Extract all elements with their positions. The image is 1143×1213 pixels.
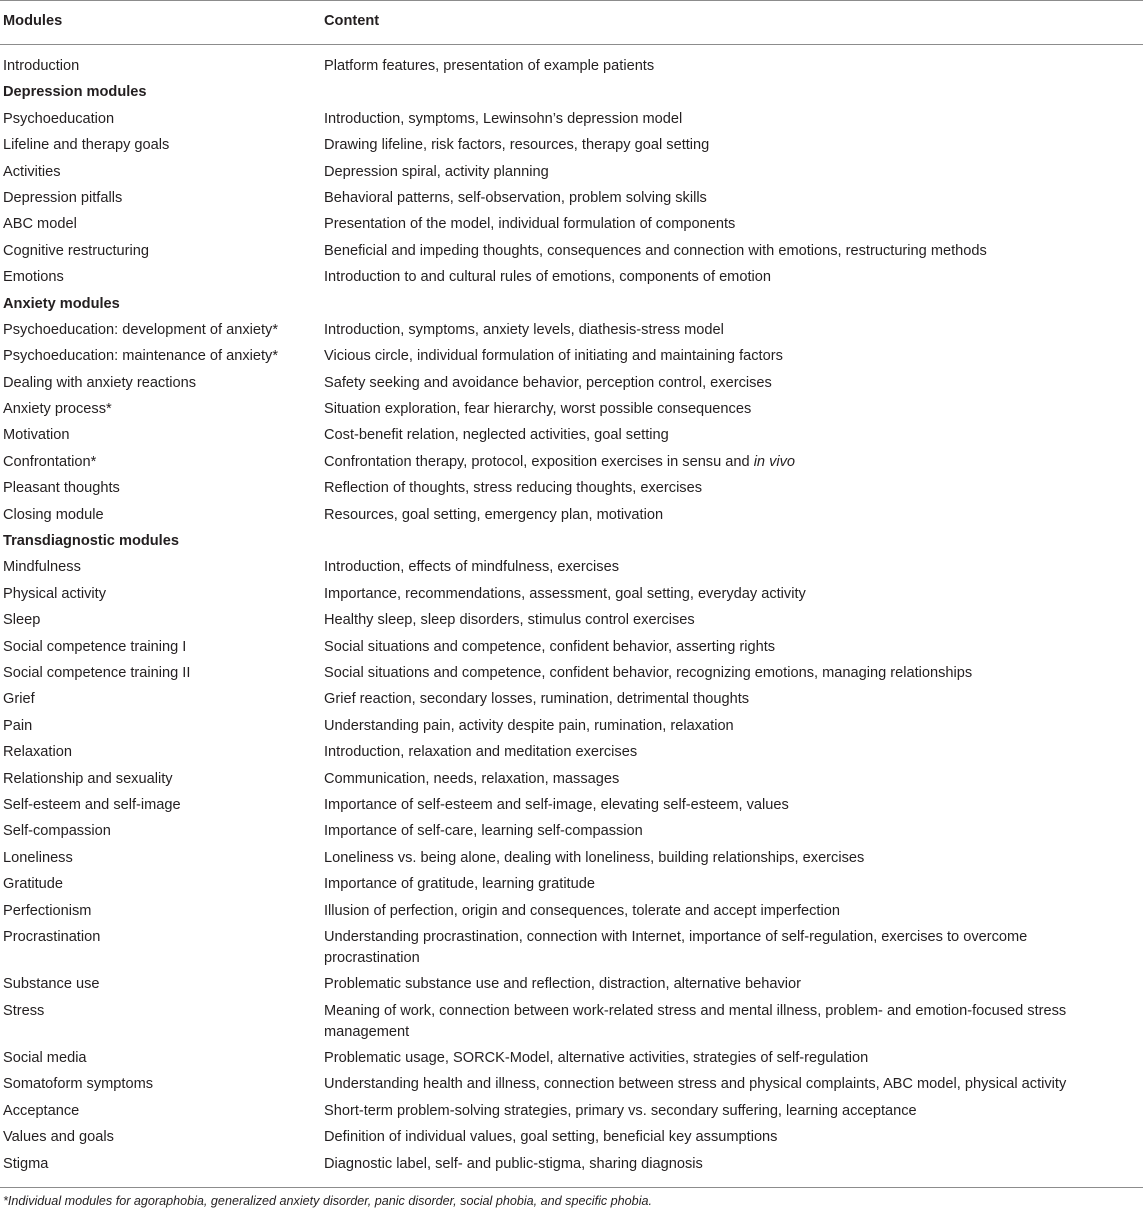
module-content: [324, 769, 1124, 790]
module-content: [324, 689, 1124, 710]
module-content-text: Importance of self-care, learning self-compassion: [324, 823, 643, 840]
module-name: Acceptance: [3, 1102, 80, 1119]
module-content-text: Importance of self-esteem and self-image, elevating self-esteem, values: [324, 796, 789, 813]
module-content-text: Introduction to and cultural rules of emotions, components of emotion: [324, 269, 771, 286]
section-title: Transdiagnostic modules: [3, 533, 179, 550]
module-content: [324, 109, 1124, 130]
module-name: Confrontation*: [3, 453, 97, 470]
module-content: [324, 821, 1124, 842]
module-content-text: Confrontation therapy, protocol, exposition exercises in sensu and: [324, 453, 754, 470]
module-content: [324, 716, 1124, 737]
module-name: Self-compassion: [3, 823, 111, 840]
table-footnote: *Individual modules for agoraphobia, generalized anxiety disorder, panic disorder, social phobia, and specific phobia.: [3, 1194, 652, 1208]
table-row: [0, 212, 1143, 238]
table-row: [0, 1152, 1143, 1178]
table-row: [0, 767, 1143, 793]
table-row: [0, 661, 1143, 687]
module-content-text: Introduction, relaxation and meditation exercises: [324, 744, 638, 761]
table-row: [0, 423, 1143, 449]
table-row: [0, 872, 1143, 898]
module-content-text: Diagnostic label, self- and public-stigma, sharing diagnosis: [324, 1155, 703, 1172]
module-content-text: Communication, needs, relaxation, massages: [324, 770, 620, 787]
module-content: [324, 241, 1124, 262]
table-row: [0, 133, 1143, 159]
module-name: Stigma: [3, 1155, 49, 1172]
section-header-row: [0, 292, 1143, 318]
table-row: [0, 265, 1143, 291]
module-content-text: Understanding health and illness, connection between stress and physical complaints, ABC model, physical activity: [324, 1076, 1067, 1093]
module-content: [324, 584, 1124, 605]
module-name: Activities: [3, 163, 61, 180]
table-row: [0, 793, 1143, 819]
module-content-text: Social situations and competence, confident behavior, asserting rights: [324, 638, 776, 655]
module-content: [324, 452, 1124, 473]
module-content: [324, 557, 1124, 578]
module-name: Motivation: [3, 427, 70, 444]
table-row: [0, 846, 1143, 872]
module-name: Physical activity: [3, 585, 106, 602]
module-name: Psychoeducation: maintenance of anxiety*: [3, 348, 279, 365]
module-name: Pain: [3, 717, 33, 734]
table-row: [0, 972, 1143, 998]
module-content: [324, 1001, 1124, 1043]
module-name: Lifeline and therapy goals: [3, 137, 170, 154]
module-content-text: Healthy sleep, sleep disorders, stimulus control exercises: [324, 612, 695, 629]
module-name: Relationship and sexuality: [3, 770, 173, 787]
table-row: [0, 318, 1143, 344]
module-content: [324, 901, 1124, 922]
module-content-text: Problematic usage, SORCK-Model, alternative activities, strategies of self-regulation: [324, 1050, 869, 1067]
module-name: Substance use: [3, 976, 100, 993]
module-content-text: Introduction, effects of mindfulness, exercises: [324, 559, 619, 576]
table-row: [0, 582, 1143, 608]
module-name: Somatoform symptoms: [3, 1076, 154, 1093]
module-content: [324, 505, 1124, 526]
table-row: [0, 1072, 1143, 1098]
module-content: [324, 795, 1124, 816]
module-name: Stress: [3, 1002, 45, 1019]
module-content: [324, 1154, 1124, 1175]
module-content: [324, 162, 1124, 183]
module-content: [324, 927, 1124, 969]
module-content: [324, 188, 1124, 209]
module-content: [324, 399, 1124, 420]
module-content-text: Short-term problem-solving strategies, primary vs. secondary suffering, learning acceptance: [324, 1102, 917, 1119]
module-name: ABC model: [3, 216, 77, 233]
module-content-text: Meaning of work, connection between work-related stress and mental illness, problem- and emotion-focused stress management: [324, 1002, 1067, 1040]
module-name: Psychoeducation: [3, 110, 115, 127]
module-content: [324, 874, 1124, 895]
module-content-italic: in vivo: [753, 453, 796, 470]
module-name: Cognitive restructuring: [3, 242, 150, 259]
section-title: Anxiety modules: [3, 295, 120, 312]
table-row: [0, 107, 1143, 133]
table-row: [0, 819, 1143, 845]
module-content: [324, 1074, 1124, 1095]
module-name: Introduction: [3, 58, 80, 74]
table-row: [0, 476, 1143, 502]
module-content-text: Understanding procrastination, connection with Internet, importance of self-regulation, exercises to overcome procrastination: [324, 928, 1028, 966]
module-name: Grief: [3, 691, 35, 708]
module-content-text: Safety seeking and avoidance behavior, perception control, exercises: [324, 374, 772, 391]
module-name: Pleasant thoughts: [3, 480, 120, 497]
module-content: [324, 267, 1124, 288]
table-row: [0, 450, 1143, 476]
table-header: [0, 7, 1143, 37]
module-name: Values and goals: [3, 1129, 114, 1146]
module-name: Gratitude: [3, 876, 64, 893]
table-row: [0, 740, 1143, 766]
table-row: [0, 1099, 1143, 1125]
module-content-text: Importance, recommendations, assessment, goal setting, everyday activity: [324, 585, 806, 602]
table-row: [0, 54, 1143, 80]
module-name: Sleep: [3, 612, 41, 629]
section-title: Depression modules: [3, 84, 147, 101]
section-header-row: [0, 80, 1143, 106]
module-content-text: Depression spiral, activity planning: [324, 163, 549, 180]
module-content-text: Grief reaction, secondary losses, rumination, detrimental thoughts: [324, 691, 750, 708]
module-content-text: Platform features, presentation of example patients: [324, 58, 655, 74]
module-content-text: Cost-benefit relation, neglected activities, goal setting: [324, 427, 669, 444]
module-content: [324, 610, 1124, 631]
module-content-text: Drawing lifeline, risk factors, resources, therapy goal setting: [324, 137, 710, 154]
header-rule: [0, 44, 1143, 45]
module-content: [324, 56, 1124, 77]
module-name: Mindfulness: [3, 559, 81, 576]
module-content: [324, 1048, 1124, 1069]
module-name: Dealing with anxiety reactions: [3, 374, 197, 391]
module-content-text: Presentation of the model, individual formulation of components: [324, 216, 736, 233]
module-content: [324, 663, 1124, 684]
table-row: [0, 186, 1143, 212]
section-header-row: [0, 529, 1143, 555]
table-row: [0, 555, 1143, 581]
module-content-text: Loneliness vs. being alone, dealing with loneliness, building relationships, exercises: [324, 849, 865, 866]
table-row: [0, 999, 1143, 1046]
module-content-text: Situation exploration, fear hierarchy, worst possible consequences: [324, 401, 752, 418]
module-name: Social competence training I: [3, 638, 187, 655]
table-row: [0, 371, 1143, 397]
table-row: [0, 687, 1143, 713]
module-name: Emotions: [3, 269, 64, 286]
module-name: Depression pitfalls: [3, 189, 123, 206]
module-content: [324, 478, 1124, 499]
module-content-text: Introduction, symptoms, anxiety levels, diathesis-stress model: [324, 321, 724, 338]
module-content: [324, 320, 1124, 341]
header-modules: Modules: [3, 13, 63, 29]
module-content: [324, 1127, 1124, 1148]
module-content-text: Vicious circle, individual formulation of initiating and maintaining factors: [324, 348, 783, 365]
module-content-text: Reflection of thoughts, stress reducing thoughts, exercises: [324, 480, 703, 497]
table-row: [0, 503, 1143, 529]
module-name: Social media: [3, 1050, 87, 1067]
module-content: [324, 373, 1124, 394]
module-content: [324, 637, 1124, 658]
module-name: Relaxation: [3, 744, 72, 761]
table-row: [0, 899, 1143, 925]
module-name: Social competence training II: [3, 664, 191, 681]
header-content: Content: [324, 13, 380, 29]
module-content-text: Importance of gratitude, learning gratitude: [324, 876, 595, 893]
module-content-text: Illusion of perfection, origin and consequences, tolerate and accept imperfection: [324, 902, 840, 919]
module-content-text: Introduction, symptoms, Lewinsohn’s depression model: [324, 110, 683, 127]
module-name: Perfectionism: [3, 902, 92, 919]
module-name: Self-esteem and self-image: [3, 796, 181, 813]
module-content: [324, 848, 1124, 869]
module-content: [324, 135, 1124, 156]
module-content: [324, 425, 1124, 446]
module-content: [324, 214, 1124, 235]
footer-rule: [0, 1187, 1143, 1188]
module-content-text: Understanding pain, activity despite pain, rumination, relaxation: [324, 717, 734, 734]
module-content-text: Social situations and competence, confident behavior, recognizing emotions, managing relationships: [324, 664, 973, 681]
table-row: [0, 635, 1143, 661]
module-content: [324, 974, 1124, 995]
module-name: Anxiety process*: [3, 401, 112, 418]
table-row: [0, 1125, 1143, 1151]
module-name: Procrastination: [3, 928, 101, 945]
table-row: [0, 344, 1143, 370]
table-row: [0, 239, 1143, 265]
table-row: [0, 160, 1143, 186]
module-name: Loneliness: [3, 849, 73, 866]
table-body: [0, 54, 1143, 1178]
module-content-text: Definition of individual values, goal setting, beneficial key assumptions: [324, 1129, 778, 1146]
module-name: Psychoeducation: development of anxiety*: [3, 321, 279, 338]
top-rule: [0, 0, 1143, 1]
module-content-text: Behavioral patterns, self-observation, problem solving skills: [324, 189, 707, 206]
module-content-text: Problematic substance use and reflection, distraction, alternative behavior: [324, 976, 801, 993]
table-row: [0, 925, 1143, 972]
table-row: [0, 714, 1143, 740]
table-row: [0, 608, 1143, 634]
module-name: Closing module: [3, 506, 104, 523]
table-row: [0, 397, 1143, 423]
table-row: [0, 1046, 1143, 1072]
module-content-text: Resources, goal setting, emergency plan, motivation: [324, 506, 664, 523]
module-content: [324, 346, 1124, 367]
module-content-text: Beneficial and impeding thoughts, consequences and connection with emotions, restructuring methods: [324, 242, 987, 259]
module-content: [324, 1101, 1124, 1122]
module-content: [324, 742, 1124, 763]
